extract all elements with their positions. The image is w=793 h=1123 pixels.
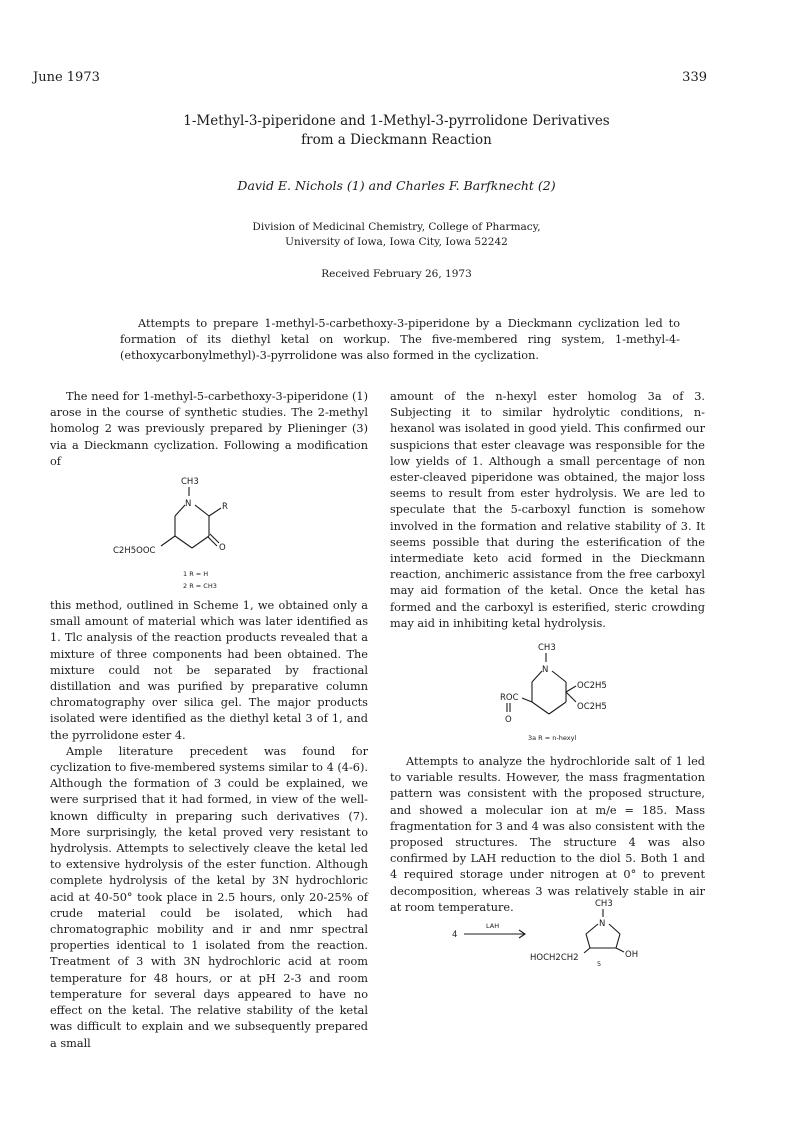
authors: David E. Nichols (1) and Charles F. Barfknecht (2) xyxy=(237,178,556,193)
paragraph-intro-continued: this method, outlined in Scheme 1, we obtained only a small amount of material which was later identified as 1. Tlc analysis of the reaction products revealed that a mixture of three components had been obtained. The mixture could not be separated by fractional distillation and was purified by preparative column chromatography over silica gel. The major products isolated were identified as the diethyl ketal 3 of 1, and the pyrrolidone ester 4. xyxy=(50,599,368,742)
running-header-date: June 1973 xyxy=(33,70,100,85)
right-column xyxy=(390,389,705,916)
fig1-r-label: R xyxy=(222,502,228,513)
received-date: Received February 26, 1973 xyxy=(321,268,472,280)
fig1-ch3-label: CH3 xyxy=(181,477,199,488)
scheme-substituent-label: HOCH2CH2 xyxy=(530,953,579,963)
affiliation-line-2: University of Iowa, Iowa City, Iowa 52242 xyxy=(285,236,508,248)
title-line-2: from a Dieckmann Reaction xyxy=(301,132,492,148)
fig2-n-label: N xyxy=(541,665,548,676)
scheme-n-label: N xyxy=(599,919,606,929)
fig2-ethoxy-lower: OC2H5 xyxy=(576,702,607,713)
paragraph-hexyl-ester: amount of the n-hexyl ester homolog 3a of 3. Subjecting it to similar hydrolytic conditions, n-hexanol was isolated in good yield. This confirmed our suspicions that ester cleavage was responsible for the low yields of 1. Although a small percentage of non ester-cleaved piperidone was obtained, the major loss seems to result from ester hydrolysis. We are led to speculate that the 5-carboxyl function is somehow involved in the formation and relative stability of 3. It seems possible that during the esterification of the intermediate keto acid formed in the Dieckmann reaction, anchimeric assistance from the free carboxyl may aid formation of the ketal. Once the ketal has formed and the carboxyl is esterified, steric crowding may aid in inhibiting ketal hydrolysis. xyxy=(390,390,705,630)
fig1-caption-2: 2 R = CH3 xyxy=(183,582,217,591)
affiliation xyxy=(0,220,793,250)
scheme-ch3-label: CH3 xyxy=(595,899,613,909)
affiliation-line-1: Division of Medicinal Chemistry, College of Pharmacy, xyxy=(252,221,541,233)
fig2-ester-label: ROC xyxy=(499,693,519,704)
paragraph-intro: The need for 1-methyl-5-carbethoxy-3-piperidone (1) arose in the course of synthetic studies. The 2-methyl homolog 2 was previously prepared by Plieninger (3) via a Dieckmann cyclization. Following a modification of xyxy=(50,390,368,468)
structure-3a-figure xyxy=(448,632,648,754)
fig1-o-label: O xyxy=(219,543,226,554)
fig2-o-label: O xyxy=(504,715,512,726)
fig1-caption-1: 1 R = H xyxy=(183,570,209,579)
scheme-product-number: 5 xyxy=(597,960,602,968)
scheme-reagent: LAH xyxy=(486,922,500,930)
paragraph-mass-spec: Attempts to analyze the hydrochloride salt of 1 led to variable results. However, the mass fragmentation pattern was consistent with the proposed structure, and showed a molecular ion at m/e = 185. Mass fragmentation for 3 and 4 was also consistent with the proposed structures. The structure 4 was also confirmed by LAH reduction to the diol 5. Both 1 and 4 required storage under nitrogen at 0° to prevent decomposition, whereas 3 was relatively stable in air at room temperature. xyxy=(390,755,705,914)
paragraph-literature: Ample literature precedent was found for cyclization to five-membered systems similar to 4 (4-6). Although the formation of 3 could be explained, we were surprised that it had formed, in view of the well-known difficulty in preparing such derivatives (7). More surprisingly, the ketal proved very resistant to hydrolysis. Attempts to selectively cleave the ketal led to extensive hydrolysis of the ester function. Although complete hydrolysis of the ketal by 3N hydrochloric acid at 40-50° took place in 2.5 hours, only 20-25% of crude material could be isolated, which had chromatographic mobility and ir and nmr spectral properties identical to 1 isolated from the reaction. Treatment of 3 with 3N hydrochloric acid at room temperature for 48 hours, or at pH 2-3 and room temperature for several days appeared to have no effect on the ketal. The relative stability of the ketal was difficult to explain and we subsequently prepared a small xyxy=(50,744,368,1050)
scheme-starting-compound: 4 xyxy=(452,930,458,940)
article-title xyxy=(0,112,793,150)
fig1-ester-label: C2H5OOC xyxy=(113,546,156,557)
lah-reduction-scheme xyxy=(440,890,650,970)
left-column xyxy=(50,389,368,1052)
scheme-oh-label: OH xyxy=(625,950,639,960)
page-number: 339 xyxy=(682,70,707,85)
title-line-1: 1-Methyl-3-piperidone and 1-Methyl-3-pyrrolidone Derivatives xyxy=(183,113,610,129)
structure-1-2-figure xyxy=(109,470,309,598)
fig2-ethoxy-upper: OC2H5 xyxy=(576,681,607,692)
fig2-caption: 3a R = n-hexyl xyxy=(527,734,576,743)
fig2-ch3-label: CH3 xyxy=(537,643,556,654)
fig1-n-label: N xyxy=(185,499,192,510)
abstract: Attempts to prepare 1-methyl-5-carbethoxy-3-piperidone by a Dieckmann cyclization led to formation of its diethyl ketal on workup. The five-membered ring system, 1-methyl-4-(ethoxycarbonylmethyl)-3-pyrrolidone was also formed in the cyclization. xyxy=(120,317,680,362)
